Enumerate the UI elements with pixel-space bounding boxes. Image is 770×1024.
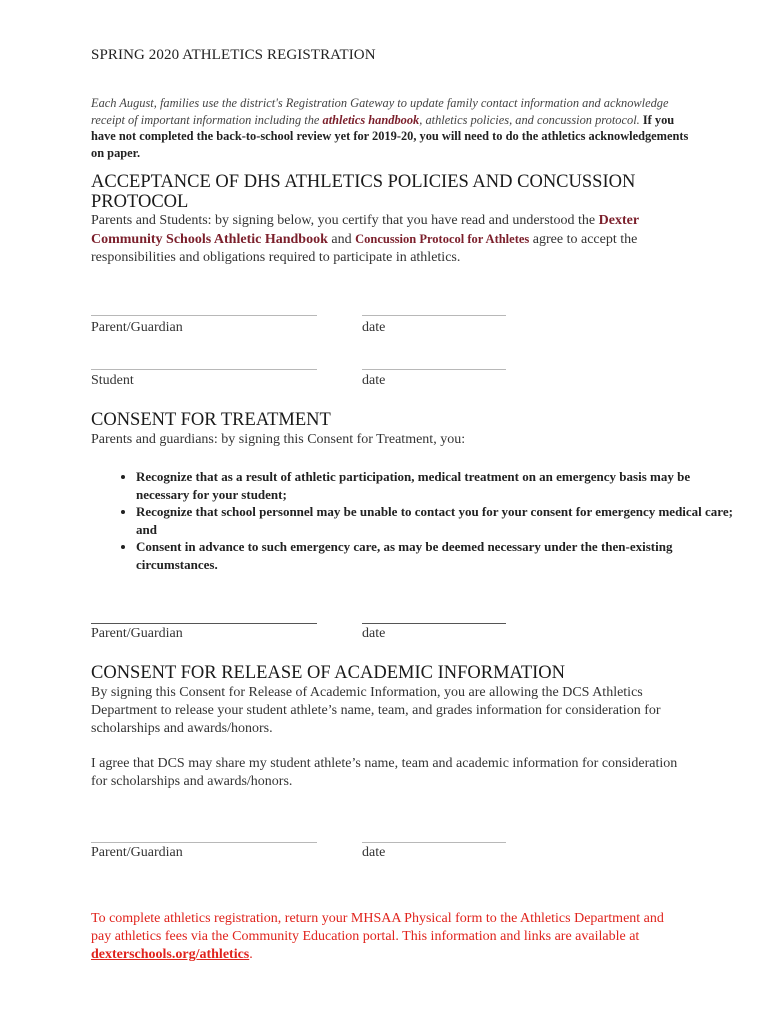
- parent-date-line[interactable]: [362, 315, 506, 316]
- concussion-protocol-link[interactable]: Concussion Protocol for Athletes: [355, 232, 530, 246]
- acceptance-text-1: Parents and Students: by signing below, you certify that you have read and understood the: [91, 213, 599, 228]
- intro-italic-text-1: Each August, families use the district's Registration Gateway to update family contact information and acknowledge receipt of important information including the: [91, 96, 669, 127]
- intro-italic-text-2: , athletics policies, and concussion protocol.: [419, 112, 643, 127]
- document-title: SPRING 2020 ATHLETICS REGISTRATION: [91, 47, 376, 63]
- treatment-parent-signature-line[interactable]: [91, 623, 317, 624]
- treatment-bullet-list: [91, 468, 736, 573]
- parent-signature-line[interactable]: [91, 315, 317, 316]
- treatment-parent-label: Parent/Guardian: [91, 626, 183, 641]
- parent-signature-label: Parent/Guardian: [91, 320, 183, 335]
- release-paragraph-2: I agree that DCS may share my student athlete’s name, team and academic information for consideration for scholarships and awards/honors.: [91, 756, 678, 789]
- athletic-handbook-link[interactable]: Dexter Community Schools Athletic Handbook: [91, 213, 639, 247]
- athletics-handbook-link[interactable]: athletics handbook: [322, 112, 420, 127]
- student-date-line[interactable]: [362, 369, 506, 370]
- release-parent-label: Parent/Guardian: [91, 845, 183, 860]
- release-parent-signature-line[interactable]: [91, 842, 317, 843]
- release-date-label: date: [362, 845, 386, 860]
- intro-paragraph: [91, 95, 691, 161]
- acceptance-heading: ACCEPTANCE OF DHS ATHLETICS POLICIES AND CONCUSSION PROTOCOL: [91, 172, 636, 212]
- acceptance-text-2: agree to accept the responsibilities and obligations required to participate in athletics.: [91, 232, 638, 265]
- footer-text: To complete athletics registration, return your MHSAA Physical form to the Athletics Department and pay athletics fees via the Community Education portal. This information and links are available at: [91, 911, 664, 944]
- student-date-label: date: [362, 373, 386, 388]
- acceptance-paragraph: [91, 212, 651, 267]
- release-paragraph-1: By signing this Consent for Release of Academic Information, you are allowing the DCS Athletics Department to release your student athlete’s name, team, and grades information for consideration for scholarships and awards/honors.: [91, 685, 661, 736]
- footer-end: .: [249, 947, 253, 962]
- student-signature-label: Student: [91, 373, 134, 388]
- treatment-bullet-3: • Consent in advance to such emergency care, as may be deemed necessary under the then-existing circumstances.: [136, 538, 736, 573]
- release-heading: CONSENT FOR RELEASE OF ACADEMIC INFORMATION: [91, 663, 566, 683]
- treatment-bullet-1: • Recognize that as a result of athletic participation, medical treatment on an emergency basis may be necessary for your student;: [136, 468, 736, 503]
- intro-bold-notice: If you have not completed the back-to-school review yet for 2019-20, you will need to do the athletics acknowledgements on paper.: [91, 112, 689, 160]
- acceptance-text-and: and: [327, 232, 356, 247]
- athletics-website-link[interactable]: dexterschools.org/athletics: [91, 947, 250, 962]
- registration-footer-note: [91, 910, 681, 964]
- treatment-date-line[interactable]: [362, 623, 506, 624]
- treatment-date-label: date: [362, 626, 386, 641]
- treatment-heading: CONSENT FOR TREATMENT: [91, 410, 331, 430]
- treatment-intro: Parents and guardians: by signing this Consent for Treatment, you:: [91, 432, 466, 447]
- student-signature-line[interactable]: [91, 369, 317, 370]
- release-date-line[interactable]: [362, 842, 506, 843]
- treatment-bullet-2: • Recognize that school personnel may be unable to contact you for your consent for emergency medical care; and: [136, 503, 736, 538]
- parent-date-label: date: [362, 320, 386, 335]
